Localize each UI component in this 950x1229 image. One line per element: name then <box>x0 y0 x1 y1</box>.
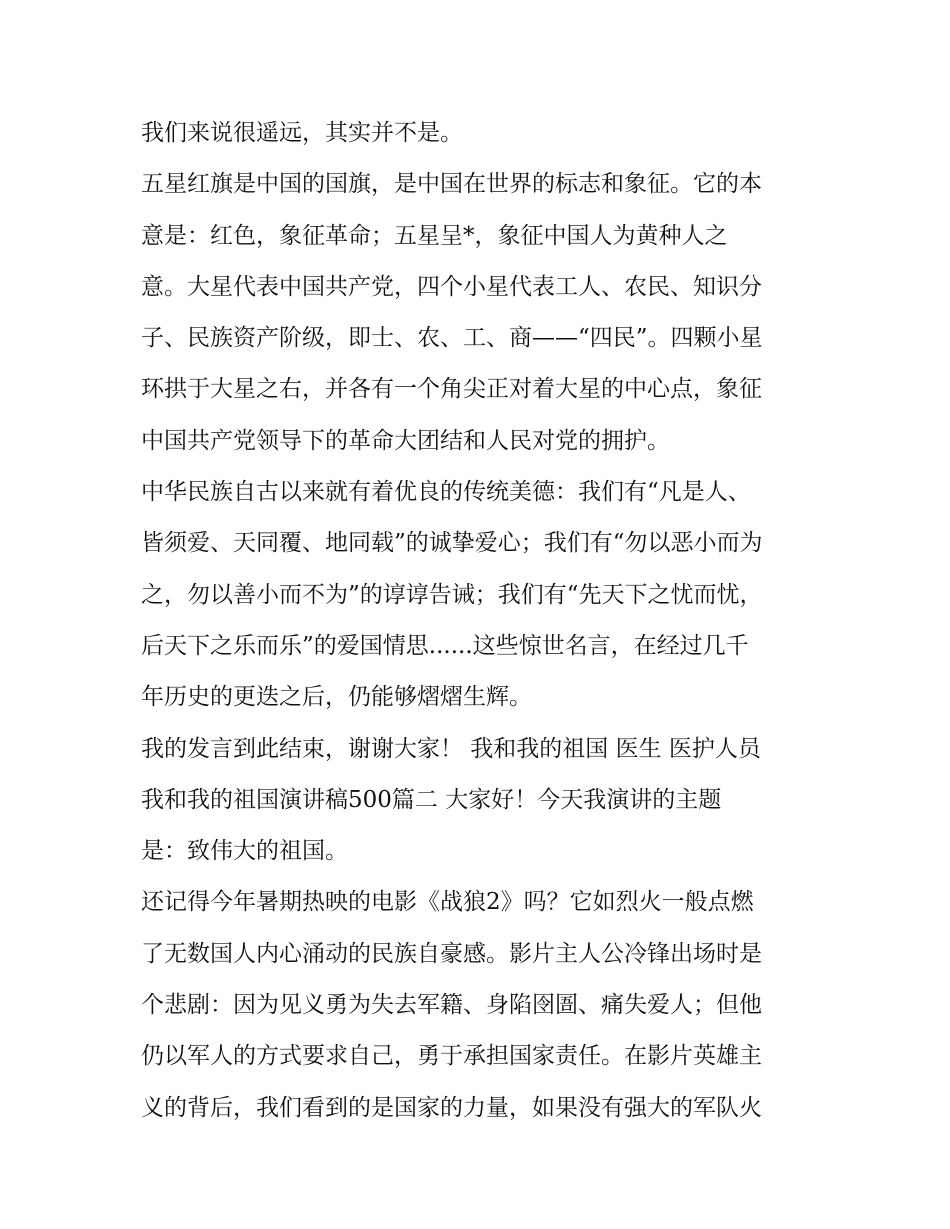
text-line: 个悲剧：因为见义勇为失去军籍、身陷囹圄、痛失爱人；但他 <box>141 992 762 1019</box>
text-line: 子、民族资产阶级，即士、农、工、商——“四民”。四颗小星 <box>141 325 763 352</box>
text-line: 之，勿以善小而不为”的谆谆告诫；我们有“先天下之忧而忧， <box>141 581 763 608</box>
text-line: 五星红旗是中国的国旗，是中国在世界的标志和象征。它的本 <box>141 171 762 198</box>
text-line: 了无数国人内心涌动的民族自豪感。影片主人公冷锋出场时是 <box>141 940 762 967</box>
text-line: 皆须爱、天同覆、地同载”的诚挚爱心；我们有“勿以恶小而为 <box>141 530 763 557</box>
text-line: 中国共产党领导下的革命大团结和人民对党的拥护。 <box>141 427 670 454</box>
text-line: 还记得今年暑期热映的电影《战狼2》吗？它如烈火一般点燃 <box>141 889 754 916</box>
text-line: 后天下之乐而乐”的爱国情思......这些惊世名言，在经过几千 <box>141 632 749 659</box>
text-line: 是：致伟大的祖国。 <box>141 838 348 865</box>
text-line: 我的发言到此结束，谢谢大家！ 我和我的祖国 医生 医护人员 <box>141 735 761 762</box>
text-line: 环拱于大星之右，并各有一个角尖正对着大星的中心点，象征 <box>141 376 762 403</box>
text-line: 仍以军人的方式要求自己，勇于承担国家责任。在影片英雄主 <box>141 1043 762 1070</box>
text-line: 我和我的祖国演讲稿500篇二 大家好！今天我演讲的主题 <box>141 786 722 813</box>
text-line: 意是：红色，象征革命；五星呈*，象征中国人为黄种人之 <box>141 222 728 249</box>
text-line: 义的背后，我们看到的是国家的力量，如果没有强大的军队火 <box>141 1094 762 1121</box>
text-line: 中华民族自古以来就有着优良的传统美德：我们有“凡是人、 <box>141 479 751 506</box>
document-body <box>141 108 821 1134</box>
text-line: 年历史的更迭之后，仍能够熠熠生辉。 <box>141 684 532 711</box>
text-line: 意。大星代表中国共产党，四个小星代表工人、农民、知识分 <box>141 273 762 300</box>
text-line: 我们来说很遥远，其实并不是。 <box>141 120 463 146</box>
